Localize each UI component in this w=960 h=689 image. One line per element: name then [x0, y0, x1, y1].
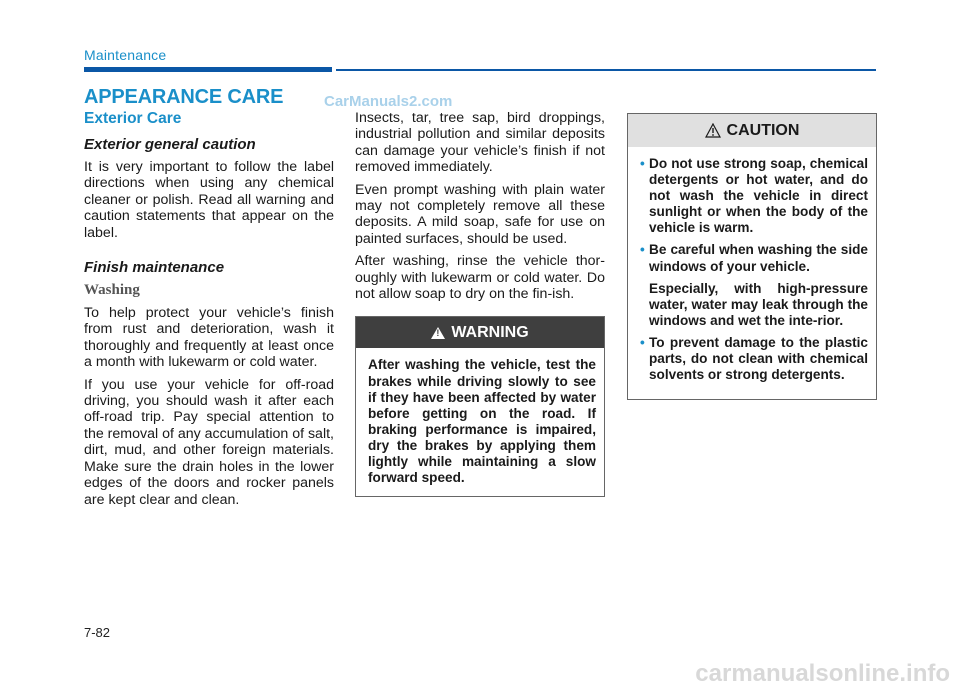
paragraph: Insects, tar, tree sap, bird droppings, industrial pollution and similar deposits can damage your vehicle’s finish if not removed immediately. — [355, 110, 605, 176]
caution-item: • Do not use strong soap, chemical detergents or hot water, and do not wash the vehicle in direct sunlight or when the body of the vehicle is warm. — [640, 156, 868, 236]
bullet-icon: • — [640, 242, 645, 258]
header-rule-thin — [336, 69, 876, 71]
bullet-icon: • — [640, 334, 645, 350]
washing-heading: Washing — [84, 282, 140, 299]
paragraph: To help protect your vehicle’s finish from rust and deterioration, wash it thoroughly and frequently at least once a month with lukewarm or cold water. — [84, 305, 334, 371]
exterior-care-heading: Exterior Care — [84, 110, 182, 127]
bullet-icon: • — [640, 156, 645, 171]
page-title: APPEARANCE CARE — [84, 86, 284, 108]
caution-label: CAUTION — [726, 121, 800, 139]
paragraph: If you use your vehicle for off-road driving, you should wash it after each off-road trip. Pay special attention to the removal of any accumulation of salt, dirt, mud, and other foreign materials. Make sure the drain holes in the lower edges of the doors and rocker panels are kept clear and clean. — [84, 376, 334, 508]
caution-triangle-icon — [705, 123, 721, 138]
watermark-top: CarManuals2.com — [324, 93, 453, 110]
finish-maintenance-heading: Finish maintenance — [84, 259, 225, 277]
warning-header — [356, 317, 604, 348]
watermark-bottom: carmanualsonline.info — [695, 660, 950, 687]
caution-body — [628, 147, 876, 399]
column-1 — [84, 110, 334, 514]
warning-box — [355, 316, 605, 497]
column-3 — [627, 113, 877, 400]
caution-item: • Be careful when washing the side windows of your vehicle. Especially, with high-pressure water, water may leak through the windows and wet the inte-rior. — [640, 242, 868, 328]
page-number: 7-82 — [84, 625, 111, 640]
caution-item: • To prevent damage to the plastic parts, do not clean with chemical solvents or strong detergents. — [640, 334, 868, 383]
general-caution-heading: Exterior general caution — [84, 136, 256, 153]
warning-triangle-icon — [431, 327, 445, 339]
paragraph: Even prompt washing with plain water may not completely remove all these deposits. A mild soap, safe for use on painted surfaces, should be used. — [355, 181, 605, 247]
section-label: Maintenance — [84, 47, 167, 63]
header-rule-thick — [84, 67, 332, 72]
caution-box — [627, 113, 877, 400]
column-2 — [355, 110, 605, 497]
warning-text: After washing the vehicle, test the brakes while driving slowly to see if they have been affected by water before getting on the road. If braking performance is impaired, dry the brakes by applying them lightly while maintaining a slow forward speed. — [368, 357, 596, 486]
warning-label: WARNING — [451, 323, 529, 341]
paragraph: After washing, rinse the vehicle thor-oughly with lukewarm or cold water. Do not allow soap to dry on the fin-ish. — [355, 253, 605, 303]
paragraph: It is very important to follow the label directions when using any chemical cleaner or polish. Read all warning and caution statements that appear on the label. — [84, 159, 334, 241]
caution-header — [628, 114, 876, 147]
